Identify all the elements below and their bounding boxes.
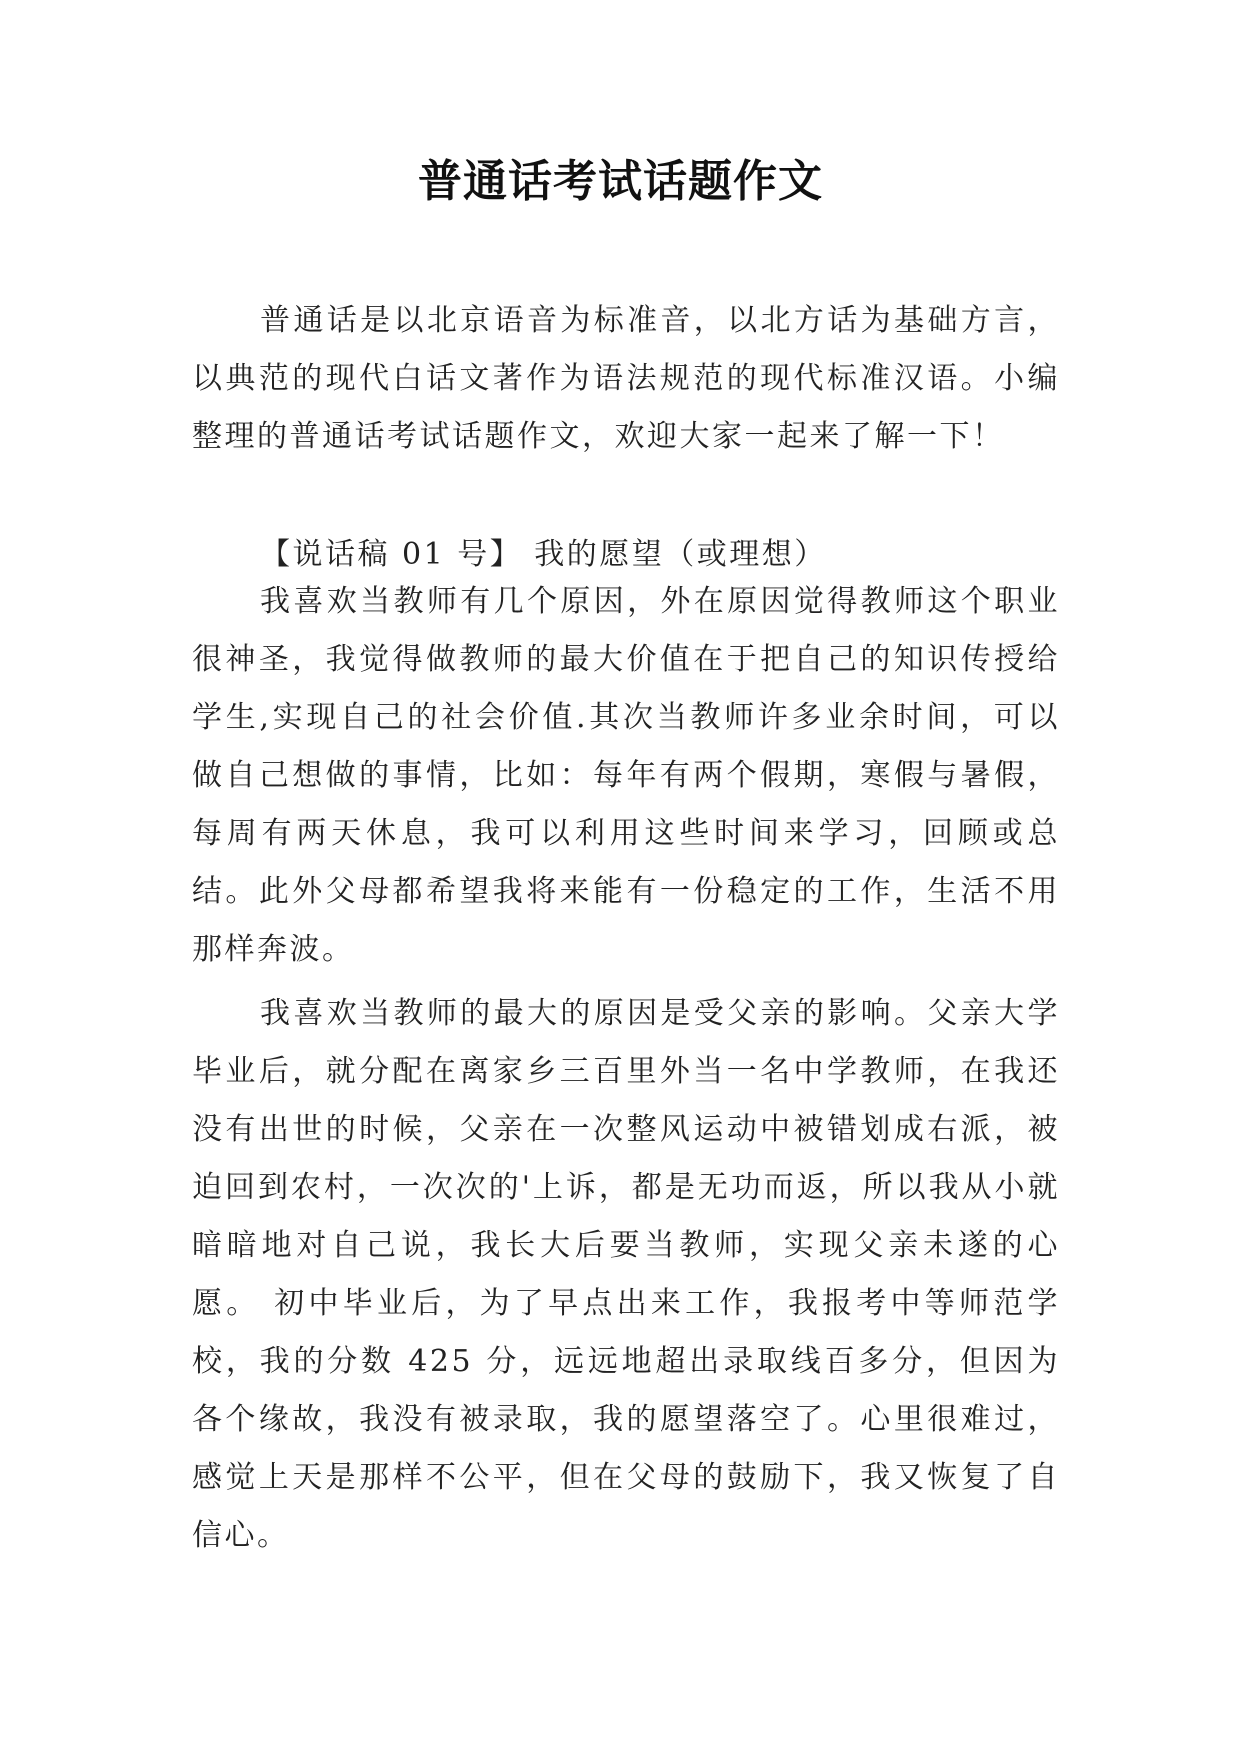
- intro-paragraph: 普通话是以北京语音为标准音，以北方话为基础方言，以典范的现代白话文著作为语法规范的现代标准汉语。小编整理的普通话考试话题作文，欢迎大家一起来了解一下！: [192, 303, 1060, 454]
- body-paragraph-2: 我喜欢当教师的最大的原因是受父亲的影响。父亲大学毕业后，就分配在离家乡三百里外当一名中学教师，在我还没有出世的时候，父亲在一次整风运动中被错划成右派，被迫回到农村，一次次的'上诉，都是无功而返，所以我从小就暗暗地对自己说，我长大后要当教师，实现父亲未遂的心愿。 初中毕业后，为了早点出来工作，我报考中等师范学校，我的分数 425 分，远远地超出录取线百多分，但因为各个缘故，我没有被录取，我的愿望落空了。心里很难过，感觉上天是那样不公平，但在父母的鼓励下，我又恢复了自信心。: [192, 996, 1060, 1553]
- body-paragraph-1: 我喜欢当教师有几个原因，外在原因觉得教师这个职业很神圣，我觉得做教师的最大价值在于把自己的知识传授给学生,实现自己的社会价值.其次当教师许多业余时间，可以做自己想做的事情，比如：每年有两个假期，寒假与暑假，每周有两天休息，我可以利用这些时间来学习，回顾或总结。此外父母都希望我将来能有一份稳定的工作，生活不用那样奔波。: [192, 584, 1060, 967]
- document-title: 普通话考试话题作文: [418, 156, 823, 207]
- section-heading: 【说话稿 01 号】 我的愿望（或理想）: [260, 537, 827, 572]
